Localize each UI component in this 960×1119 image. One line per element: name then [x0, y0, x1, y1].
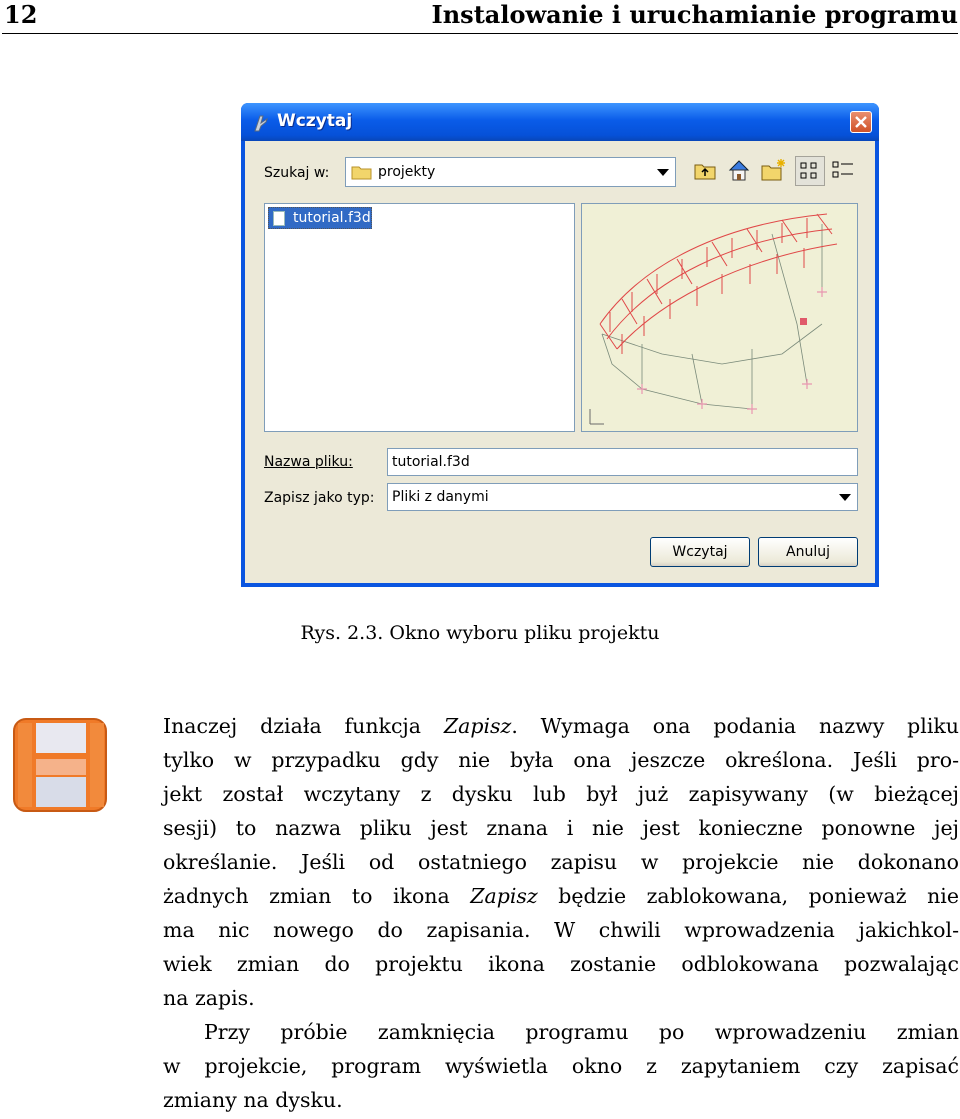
paragraph-line: określanie. Jeśli od ostatniego zapisu w projekcie nie dokonano	[163, 850, 959, 874]
list-view-button[interactable]	[795, 156, 825, 186]
paragraph-line: zmiany na dysku.	[163, 1088, 343, 1112]
paragraph-line: ma nic nowego do zapisania. W chwili wprowadzenia jakichkol-	[163, 918, 959, 942]
paragraph-1	[163, 709, 959, 1015]
paragraph-line: sesji) to nazwa pliku jest znana i nie jest konieczne ponowne jej	[163, 816, 959, 840]
structure-preview-image	[582, 204, 857, 431]
list-view-icon	[796, 157, 824, 185]
file-list[interactable]	[264, 203, 575, 432]
close-icon	[851, 112, 871, 132]
dialog-titlebar[interactable]	[241, 103, 879, 141]
close-button[interactable]	[850, 111, 872, 133]
paragraph-line: Inaczej działa funkcja Zapisz. Wymaga ona podania nazwy pliku	[163, 714, 960, 738]
paragraph-line: tylko w przypadku gdy nie była ona jeszcze określona. Jeśli pro-	[163, 748, 959, 772]
dialog-body	[245, 141, 875, 583]
filename-label: Nazwa pliku:	[264, 454, 353, 470]
page-number: 12	[4, 0, 38, 29]
paragraph-line: w projekcie, program wyświetla okno z zapytaniem czy zapisać	[163, 1054, 959, 1078]
details-view-icon	[829, 156, 857, 184]
new-folder-icon	[759, 156, 787, 184]
paragraph-line: Przy próbie zamknięcia programu po wprowadzeniu zmian	[204, 1020, 959, 1044]
paragraph-2	[163, 1015, 959, 1117]
cancel-button[interactable]: Anuluj	[758, 537, 858, 567]
filetype-value: Pliki z danymi	[392, 489, 489, 505]
paragraph-line: wiek zmian do projektu ikona zostanie odblokowana pozwalając	[163, 952, 959, 976]
file-icon	[273, 211, 285, 226]
filetype-combo[interactable]	[387, 483, 858, 511]
paragraph-line: jekt został wczytany z dysku lub był już zapisywany (w bieżącej	[163, 782, 959, 806]
look-in-combo[interactable]	[345, 157, 676, 187]
header-rule	[2, 33, 958, 34]
filename-value: tutorial.f3d	[392, 454, 470, 470]
chapter-title: Instalowanie i uruchamianie programu	[431, 0, 958, 29]
ok-button[interactable]: Wczytaj	[650, 537, 750, 567]
file-preview	[581, 203, 858, 432]
paragraph-line: żadnych zmian to ikona Zapisz będzie zablokowana, ponieważ nie	[163, 884, 959, 908]
paragraph-line: na zapis.	[163, 986, 255, 1010]
open-file-dialog	[241, 103, 879, 587]
home-button[interactable]	[725, 156, 755, 186]
new-folder-button[interactable]	[759, 156, 789, 186]
file-item-label: tutorial.f3d	[293, 210, 371, 226]
details-view-button[interactable]	[829, 156, 859, 186]
filetype-label: Zapisz jako typ:	[264, 490, 375, 506]
up-folder-button[interactable]	[691, 156, 721, 186]
save-icon	[12, 715, 108, 815]
folder-icon	[351, 163, 373, 181]
app-icon	[251, 113, 271, 133]
chevron-down-icon[interactable]	[657, 169, 669, 176]
up-folder-icon	[691, 156, 719, 184]
look-in-label: Szukaj w:	[264, 165, 330, 181]
filename-input[interactable]	[387, 448, 858, 476]
home-icon	[725, 156, 753, 184]
figure-caption: Rys. 2.3. Okno wyboru pliku projektu	[300, 622, 660, 644]
look-in-value: projekty	[378, 164, 436, 180]
file-list-item[interactable]	[268, 207, 372, 229]
chevron-down-icon[interactable]	[839, 494, 851, 501]
dialog-title: Wczytaj	[277, 111, 353, 131]
